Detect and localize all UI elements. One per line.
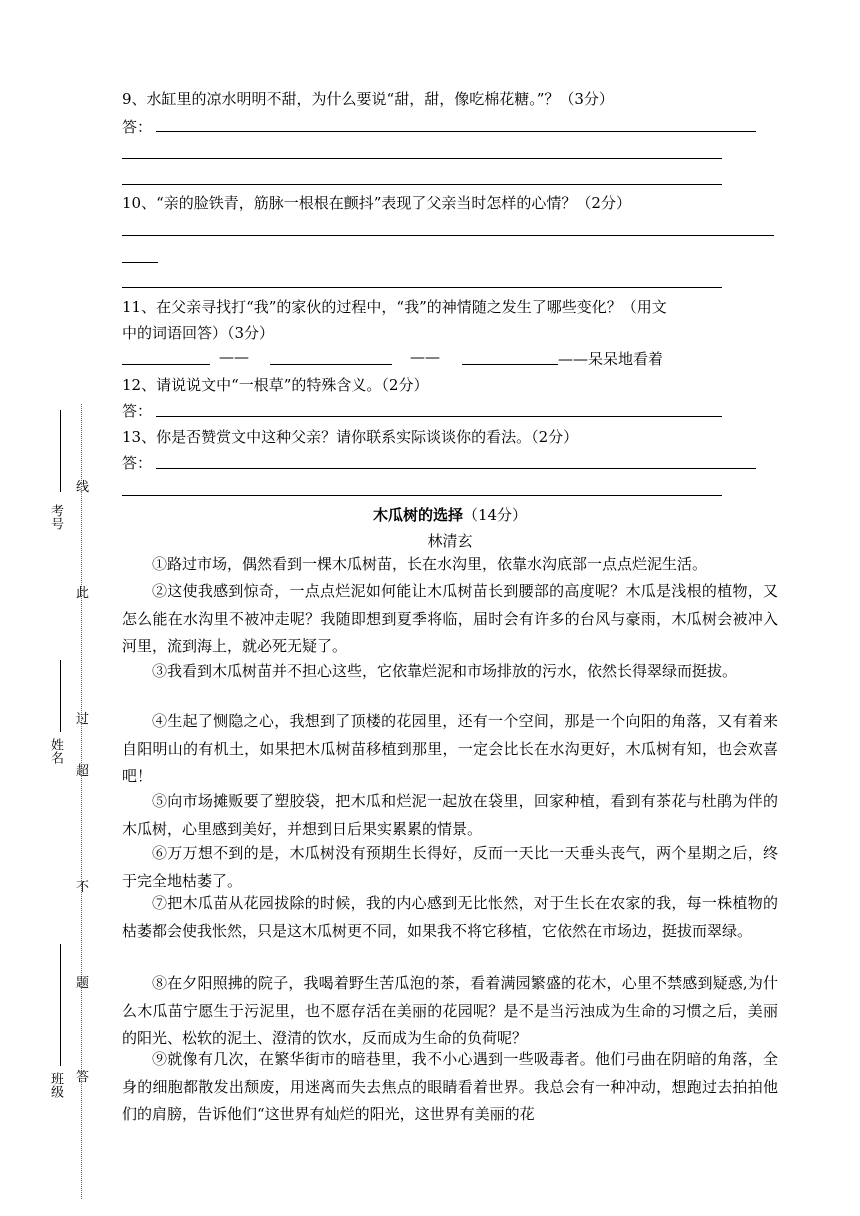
answer-line (122, 235, 774, 236)
answer-label: 答： (122, 402, 153, 420)
question-9: 9、水缸里的凉水明明不甜，为什么要说“甜，甜，像吃棉花糖。”？（3分） (122, 90, 614, 108)
seal-word: 过 (76, 712, 90, 727)
answer-label: 答： (122, 454, 153, 472)
name-line (60, 660, 61, 732)
answer-label: 答： (122, 118, 153, 136)
article-paragraph-6: ⑥万万想不到的是，木瓜树没有预期生长得好，反而一天比一天垂头丧气，两个星期之后，终于完全地枯萎了。 (122, 844, 778, 890)
answer-line (156, 468, 756, 469)
seal-word: 此 (76, 586, 90, 601)
seal-word: 不 (76, 880, 90, 895)
answer-line (122, 262, 158, 263)
article-paragraph-2: ②这使我感到惊奇，一点点烂泥如何能让木瓜树苗长到腰部的高度呢？木瓜是浅根的植物，又怎么能在水沟里不被冲走呢？我随即想到夏季将临，届时会有许多的台风与豪雨，木瓜树会被冲入河里，流到海上，就必死无疑了。 (122, 582, 778, 656)
article-paragraph-7: ⑦把木瓜苗从花园拔除的时候，我的内心感到无比怅然，对于生长在农家的我，每一株植物的枯萎都会使我怅然，只是这木瓜树更不同，如果我不将它移植，它依然在市场边，挺拔而翠绿。 (122, 894, 778, 940)
question-10: 10、“亲的脸铁青，筋脉一根根在颤抖”表现了父亲当时怎样的心情？（2分） (122, 194, 631, 212)
article-score: （14分） (462, 506, 528, 524)
seal-word: 线 (76, 480, 90, 495)
question-13: 13、你是否赞赏文中这种父亲？请你联系实际谈谈你的看法。（2分） (122, 428, 579, 446)
question-11-line-1: 11、在父亲寻找打“我”的家伙的过程中，“我”的神情随之发生了哪些变化？（用文 (122, 298, 667, 316)
article-paragraph-3: ③我看到木瓜树苗并不担心这些，它依靠烂泥和市场排放的污水，依然长得翠绿而挺拔。 (152, 662, 738, 680)
article-paragraph-5: ⑤向市场摊贩要了塑胶袋，把木瓜和烂泥一起放在袋里，回家种植，看到有茶花与杜鹃为伴的木瓜树，心里感到美好，并想到日后果实累累的情景。 (122, 792, 778, 838)
answer-line (156, 416, 722, 417)
class-label: 班级 (48, 1072, 63, 1098)
dash: —— (219, 348, 249, 366)
exam-number-label: 考号 (48, 504, 63, 530)
answer-line (122, 158, 722, 159)
q11-ending: ——呆呆地看着 (558, 350, 664, 368)
question-12: 12、请说说文中“一根草”的特殊含义。（2分） (122, 376, 429, 394)
article-paragraph-4: ④生起了恻隐之心，我想到了顶楼的花园里，还有一个空间，那是一个向阳的角落，又有着来自阳明山的有机土，如果把木瓜树苗移植到那里，一定会比长在水沟更好，木瓜树有知，也会欢喜吧！ (122, 712, 778, 786)
article-author: 林清玄 (427, 532, 473, 550)
answer-line (122, 364, 210, 365)
answer-line (122, 495, 722, 496)
dash: —— (410, 348, 440, 366)
answer-line (122, 184, 722, 185)
answer-line (156, 131, 756, 132)
class-line (60, 944, 61, 1066)
article-paragraph-1: ①路过市场，偶然看到一棵木瓜树苗，长在水沟里，依靠水沟底部一点点烂泥生活。 (152, 555, 708, 573)
exam-number-line (60, 410, 61, 492)
answer-line (270, 364, 392, 365)
question-11-line-2: 中的词语回答）（3分） (122, 324, 275, 342)
article-title-line (122, 504, 778, 525)
article-title: 木瓜树的选择 (372, 506, 463, 524)
answer-line (462, 364, 558, 365)
seal-word: 题 (76, 976, 90, 991)
seal-word: 超 (76, 764, 90, 779)
article-paragraph-9: ⑨就像有几次，在繁华街市的暗巷里，我不小心遇到一些吸毒者。他们弓曲在阴暗的角落，全身的细胞都散发出颓废，用迷离而失去焦点的眼睛看着世界。我总会有一种冲动，想跑过去拍拍他们的肩膀，告诉他们“这世界有灿烂的阳光，这世界有美丽的花 (122, 1050, 778, 1124)
seal-word: 答 (76, 1070, 90, 1085)
name-label: 姓名 (48, 738, 63, 764)
article-paragraph-8: ⑧在夕阳照拂的院子，我喝着野生苦瓜泡的茶，看着满园繁盛的花木，心里不禁感到疑惑,为什么木瓜苗宁愿生于污泥里，也不愿存活在美丽的花园呢？是不是当污浊成为生命的习惯之后，美丽的阳光、松软的泥土、澄清的饮水，反而成为生命的负荷呢？ (122, 974, 778, 1048)
answer-line (122, 287, 722, 288)
